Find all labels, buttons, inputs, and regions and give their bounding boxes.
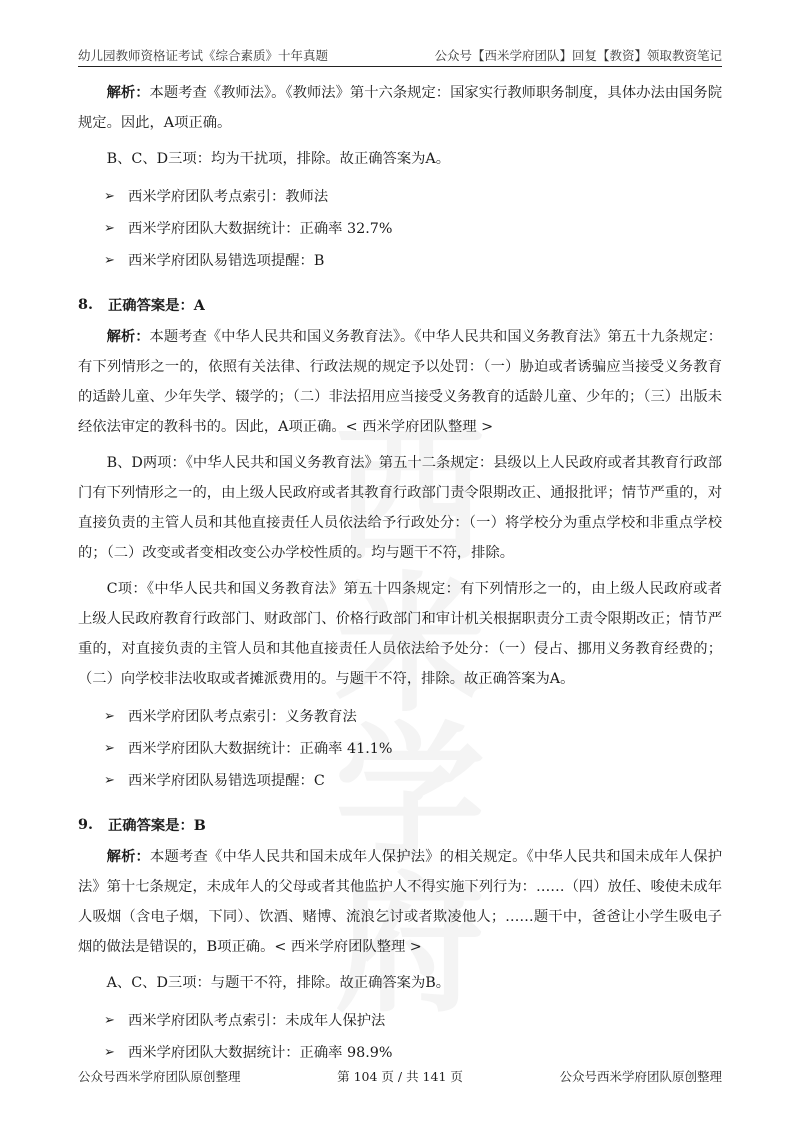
arrow-bullet-icon: ➢ (104, 220, 115, 236)
arrow-bullet-icon: ➢ (104, 188, 115, 204)
list-item (78, 244, 722, 276)
question-number: 8. (78, 297, 93, 313)
list-item-text: 西米学府团队易错选项提醒：C (128, 773, 325, 789)
page-number: 第 104 页 / 共 141 页 (337, 1069, 463, 1084)
q8-bd-options: B、D两项：《中华人民共和国义务教育法》第五十二条规定：县级以上人民政府或者其教育行政部门有下列情形之一的，由上级人民政府或者其教育行政部门责令限期改正、通报批评；情节严重的，对直接负责的主管人员和其他直接责任人员依法给予行政处分：（一）将学校分为重点学校和非重点学校的；（二）改变或者变相改变公办学校性质的。均与题干不符，排除。 (78, 455, 722, 561)
arrow-bullet-icon: ➢ (104, 252, 115, 268)
q9-heading (78, 810, 722, 840)
list-item (78, 700, 722, 732)
q7-bcd-options: B、C、D三项：均为干扰项，排除。故正确答案为A。 (106, 151, 451, 167)
q8-analysis (78, 322, 722, 442)
q9-analysis (78, 842, 722, 962)
list-item-text: 西米学府团队易错选项提醒：B (128, 253, 325, 269)
q7-analysis (78, 78, 722, 138)
list-item-text: 西米学府团队大数据统计：正确率 98.9% (128, 1045, 393, 1061)
analysis-text: 本题考查《教师法》。《教师法》第十六条规定：国家实行教师职务制度，具体办法由国务院规定。因此，A项正确。 (78, 85, 722, 131)
header-promo-text: 公众号【西米学府团队】回复【教资】领取教资笔记 (434, 48, 722, 63)
page-footer (78, 1067, 722, 1087)
list-item (78, 180, 722, 212)
footer-right-credit: 公众号西米学府团队原创整理 (559, 1069, 722, 1084)
footer-left-credit: 公众号西米学府团队原创整理 (78, 1069, 241, 1084)
list-item-text: 西米学府团队考点索引：教师法 (128, 189, 329, 205)
arrow-bullet-icon: ➢ (104, 772, 115, 788)
analysis-label: 解析： (106, 329, 150, 345)
q8-c-option: C项：《中华人民共和国义务教育法》第五十四条规定：有下列情形之一的，由上级人民政府或者上级人民政府教育行政部门、财政部门、价格行政部门和审计机关根据职责分工责令限期改正；情节严重的，对直接负责的主管人员和其他直接责任人员依法给予处分：（一）侵占、挪用义务教育经费的；（二）向学校非法收取或者摊派费用的。与题干不符，排除。故正确答案为A。 (78, 581, 722, 687)
q9-acd-options: A、C、D三项：与题干不符，排除。故正确答案为B。 (106, 975, 451, 991)
arrow-bullet-icon: ➢ (104, 740, 115, 756)
question-answer-title: 正确答案是：A (108, 298, 205, 314)
page-header (78, 42, 722, 64)
list-item (78, 764, 722, 796)
arrow-bullet-icon: ➢ (104, 1044, 115, 1060)
analysis-label: 解析： (106, 85, 150, 101)
analysis-label: 解析： (106, 849, 151, 865)
list-item-text: 西米学府团队大数据统计：正确率 41.1% (128, 741, 393, 757)
arrow-bullet-icon: ➢ (104, 708, 115, 724)
page-content (78, 78, 722, 1068)
q8-heading (78, 290, 722, 320)
list-item (78, 1004, 722, 1036)
list-item (78, 732, 722, 764)
question-answer-title: 正确答案是：B (108, 818, 206, 834)
list-item-text: 西米学府团队考点索引：义务教育法 (128, 709, 357, 725)
arrow-bullet-icon: ➢ (104, 1012, 115, 1028)
header-divider (78, 66, 722, 67)
list-item-text: 西米学府团队考点索引：未成年人保护法 (128, 1013, 386, 1029)
analysis-text: 本题考查《中华人民共和国未成年人保护法》的相关规定。《中华人民共和国未成年人保护法》第十七条规定，未成年人的父母或者其他监护人不得实施下列行为：……（四）放任、唆使未成年人吸烟（含电子烟，下同）、饮酒、赌博、流浪乞讨或者欺凌他人；……题干中，爸爸让小学生吸电子烟的做法是错误的，B项正确。< 西米学府团队整理 > (78, 849, 722, 955)
header-book-title: 幼儿园教师资格证考试《综合素质》十年真题 (78, 48, 329, 63)
list-item (78, 212, 722, 244)
analysis-text: 本题考查《中华人民共和国义务教育法》。《中华人民共和国义务教育法》第五十九条规定：有下列情形之一的，依照有关法律、行政法规的规定予以处罚：（一）胁迫或者诱骗应当接受义务教育的适龄儿童、少年失学、辍学的；（二）非法招用应当接受义务教育的适龄儿童、少年的；（三）出版未经依法审定的教科书的。因此，A项正确。< 西米学府团队整理 > (78, 329, 722, 435)
list-item (78, 1036, 722, 1068)
list-item-text: 西米学府团队大数据统计：正确率 32.7% (128, 221, 393, 237)
question-number: 9. (78, 817, 93, 833)
